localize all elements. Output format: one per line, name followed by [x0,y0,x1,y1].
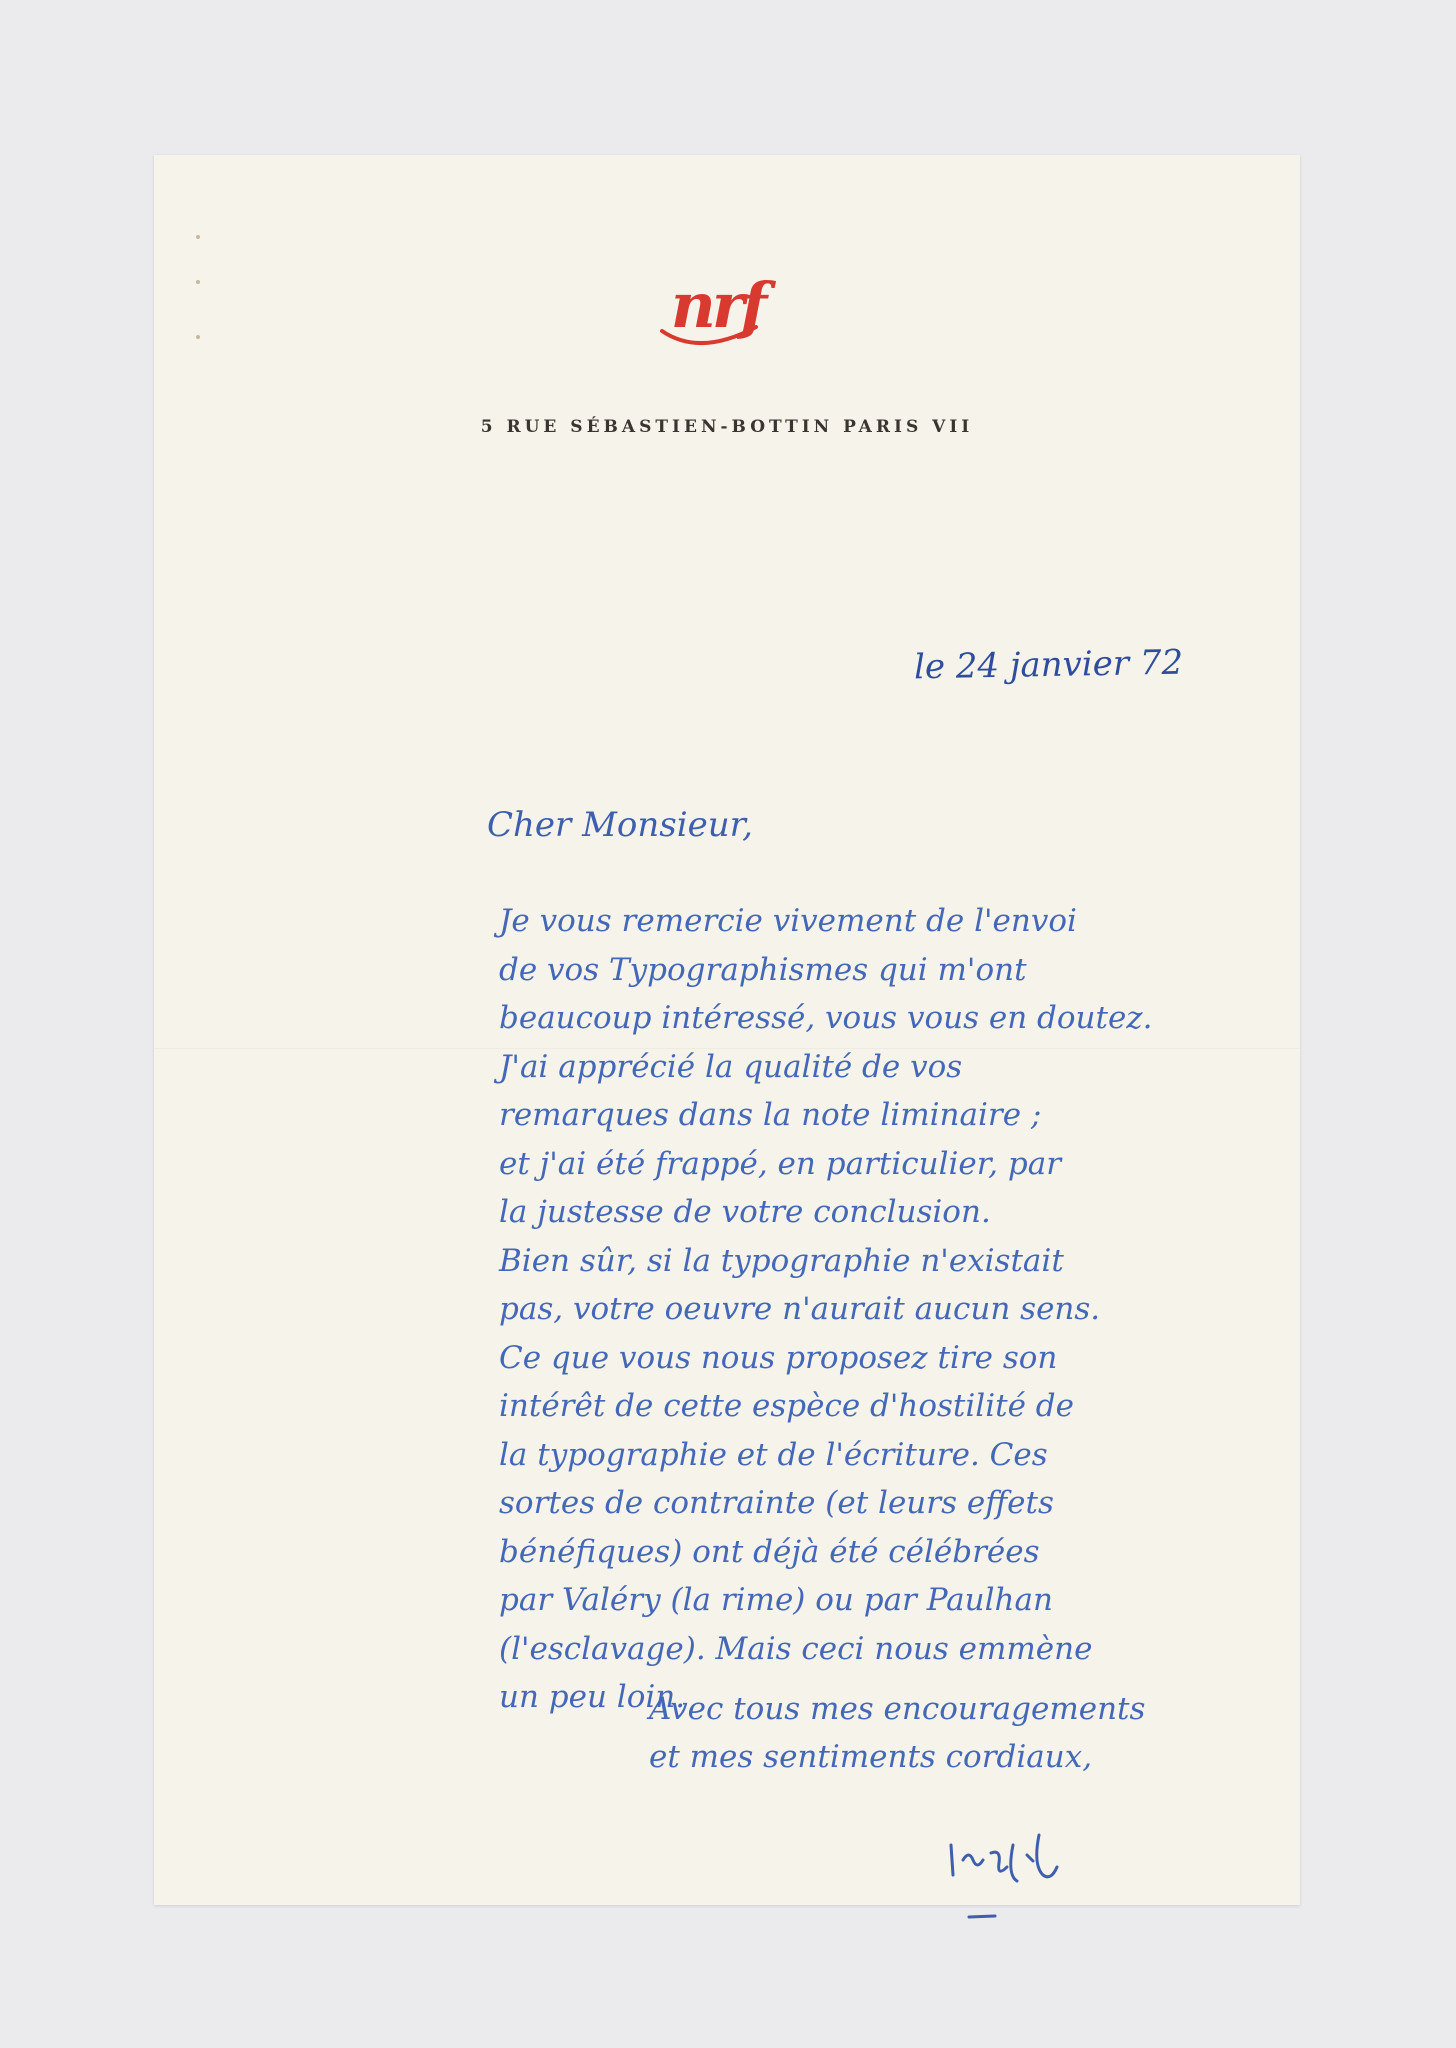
letter-date: le 24 janvier 72 [913,642,1184,688]
body-line: (l'esclavage). Mais ceci nous emmène [499,1630,1093,1667]
logo-swash-icon [660,323,760,353]
body-line: intérêt de cette espèce d'hostilité de [499,1388,1074,1424]
letter-sheet [154,155,1300,1905]
body-line: par Valéry (la rime) ou par Paulhan [499,1582,1053,1618]
letterhead-address: 5 RUE SÉBASTIEN-BOTTIN PARIS VII [480,417,974,437]
letter-body [499,897,1299,1722]
body-line: Je vous remercie vivement de l'envoi [499,903,1077,939]
binding-mark [196,235,200,239]
closing-line: Avec tous mes encouragements [649,1691,1146,1727]
binding-mark [196,335,200,339]
binding-mark [196,280,200,284]
body-line: la justesse de votre conclusion. [499,1194,991,1230]
logo-text: nrf [670,269,764,342]
letter-closing [649,1685,1249,1781]
body-line: la typographie et de l'écriture. Ces [499,1436,1048,1473]
closing-line: et mes sentiments cordiaux, [649,1739,1093,1775]
body-line: et j'ai été frappé, en particulier, par [499,1145,1062,1182]
nrf-logo [642,269,792,365]
signature-icon [939,1805,1119,1925]
body-line: pas, votre oeuvre n'aurait aucun sens. [499,1291,1101,1327]
salutation: Cher Monsieur, [487,805,753,845]
body-line: sortes de contrainte (et leurs effets [499,1485,1054,1521]
body-line: beaucoup intéressé, vous vous en doutez. [499,1000,1153,1036]
body-line: Bien sûr, si la typographie n'existait [499,1242,1064,1279]
body-line: bénéfiques) ont déjà été célébrées [499,1533,1040,1570]
body-line: de vos Typographismes qui m'ont [499,951,1027,988]
body-line: Ce que vous nous proposez tire son [499,1339,1058,1376]
body-line: remarques dans la note liminaire ; [499,1097,1042,1133]
body-line: un peu loin. [499,1679,686,1715]
body-line: J'ai apprécié la qualité de vos [499,1048,963,1085]
